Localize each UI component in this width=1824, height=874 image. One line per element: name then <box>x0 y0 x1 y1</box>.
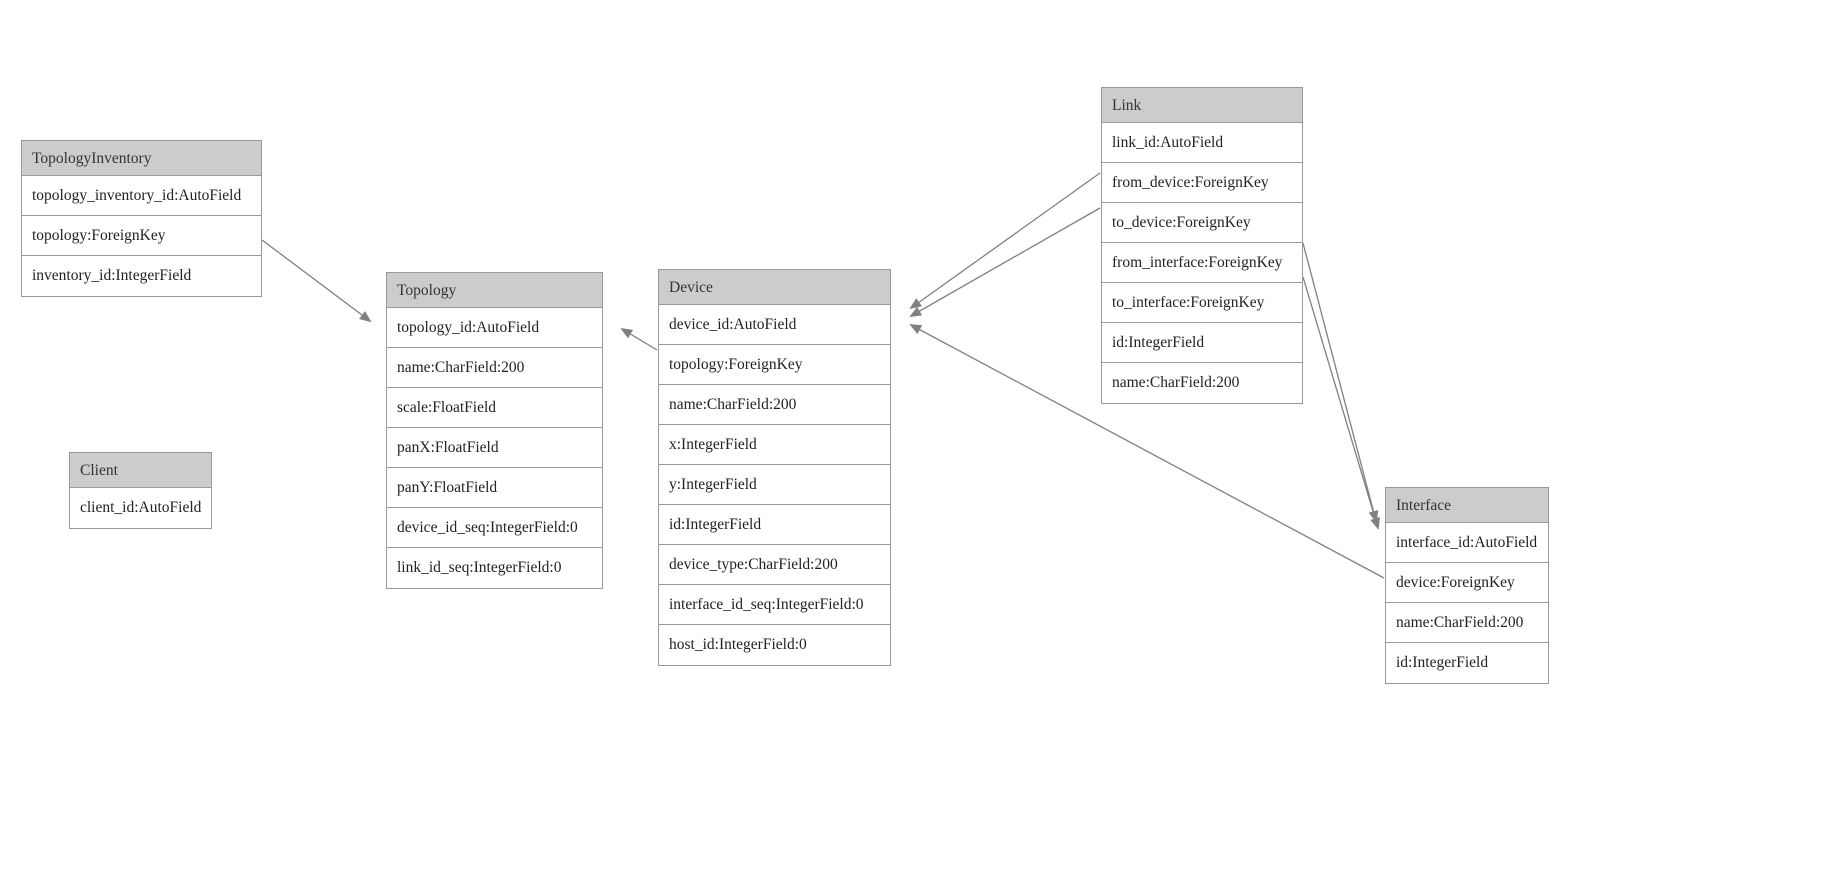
entity-field: id:IntegerField <box>659 505 890 545</box>
entity-topologyinventory[interactable] <box>21 140 262 297</box>
entity-field: id:IntegerField <box>1386 643 1548 683</box>
entity-title: Interface <box>1386 488 1548 523</box>
edge-link-from-device <box>911 173 1100 308</box>
edge-link-to-interface <box>1303 277 1378 528</box>
entity-field: name:CharField:200 <box>387 348 602 388</box>
entity-field: topology:ForeignKey <box>659 345 890 385</box>
entity-field: client_id:AutoField <box>70 488 211 528</box>
entity-field: to_interface:ForeignKey <box>1102 283 1302 323</box>
entity-field: from_interface:ForeignKey <box>1102 243 1302 283</box>
entity-field: scale:FloatField <box>387 388 602 428</box>
entity-title: Device <box>659 270 890 305</box>
entity-topology[interactable] <box>386 272 603 589</box>
entity-interface[interactable] <box>1385 487 1549 684</box>
entity-field: device_id:AutoField <box>659 305 890 345</box>
edge-link-from-interface <box>1303 243 1376 521</box>
entity-title: Link <box>1102 88 1302 123</box>
entity-field: x:IntegerField <box>659 425 890 465</box>
entity-field: y:IntegerField <box>659 465 890 505</box>
entity-field: device:ForeignKey <box>1386 563 1548 603</box>
entity-field: topology_id:AutoField <box>387 308 602 348</box>
edge-topologyinventory-topology <box>262 240 370 321</box>
entity-field: device_id_seq:IntegerField:0 <box>387 508 602 548</box>
entity-title: TopologyInventory <box>22 141 261 176</box>
entity-field: device_type:CharField:200 <box>659 545 890 585</box>
entity-device[interactable] <box>658 269 891 666</box>
entity-field: panX:FloatField <box>387 428 602 468</box>
entity-title: Topology <box>387 273 602 308</box>
entity-field: to_device:ForeignKey <box>1102 203 1302 243</box>
entity-field: from_device:ForeignKey <box>1102 163 1302 203</box>
entity-field: link_id:AutoField <box>1102 123 1302 163</box>
entity-field: interface_id_seq:IntegerField:0 <box>659 585 890 625</box>
entity-field: name:CharField:200 <box>659 385 890 425</box>
entity-field: panY:FloatField <box>387 468 602 508</box>
edge-link-to-device <box>911 208 1100 316</box>
entity-field: topology:ForeignKey <box>22 216 261 256</box>
entity-link[interactable] <box>1101 87 1303 404</box>
entity-field: host_id:IntegerField:0 <box>659 625 890 665</box>
entity-field: interface_id:AutoField <box>1386 523 1548 563</box>
entity-field: name:CharField:200 <box>1386 603 1548 643</box>
entity-title: Client <box>70 453 211 488</box>
entity-client[interactable] <box>69 452 212 529</box>
edge-device-topology <box>622 329 657 350</box>
entity-field: topology_inventory_id:AutoField <box>22 176 261 216</box>
entity-field: id:IntegerField <box>1102 323 1302 363</box>
entity-field: inventory_id:IntegerField <box>22 256 261 296</box>
entity-field: name:CharField:200 <box>1102 363 1302 403</box>
entity-field: link_id_seq:IntegerField:0 <box>387 548 602 588</box>
